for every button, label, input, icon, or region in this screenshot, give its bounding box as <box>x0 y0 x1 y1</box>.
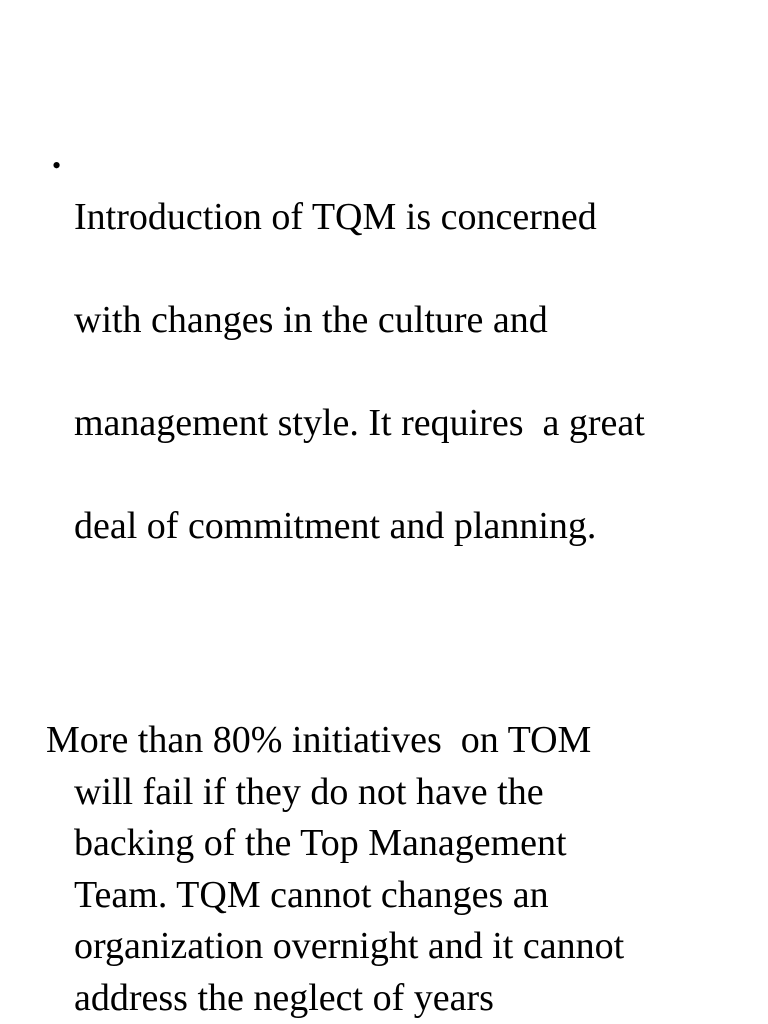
bullet-text <box>74 140 734 604</box>
paragraph-line: backing of the Top Management <box>74 822 567 864</box>
bullet-row <box>52 140 752 604</box>
bullet-line: management style. It requires a great <box>74 401 645 444</box>
paragraph-line: organization overnight and it cannot <box>74 925 625 967</box>
paragraph-line: address the neglect of years <box>74 976 494 1019</box>
paragraph-line: will fail if they do not have the <box>74 770 544 813</box>
bullet-line: deal of commitment and planning. <box>74 504 597 547</box>
bullet-line: with changes in the culture and <box>74 298 548 341</box>
paragraph-line: More than 80% initiatives on TOM <box>46 719 592 761</box>
body-paragraph <box>46 715 746 1024</box>
bullet-marker: • <box>52 151 62 180</box>
bullet-line: Introduction of TQM is concerned <box>74 195 597 238</box>
bullet-point <box>52 140 752 604</box>
paragraph-line: Team. TQM cannot changes an <box>74 873 549 916</box>
